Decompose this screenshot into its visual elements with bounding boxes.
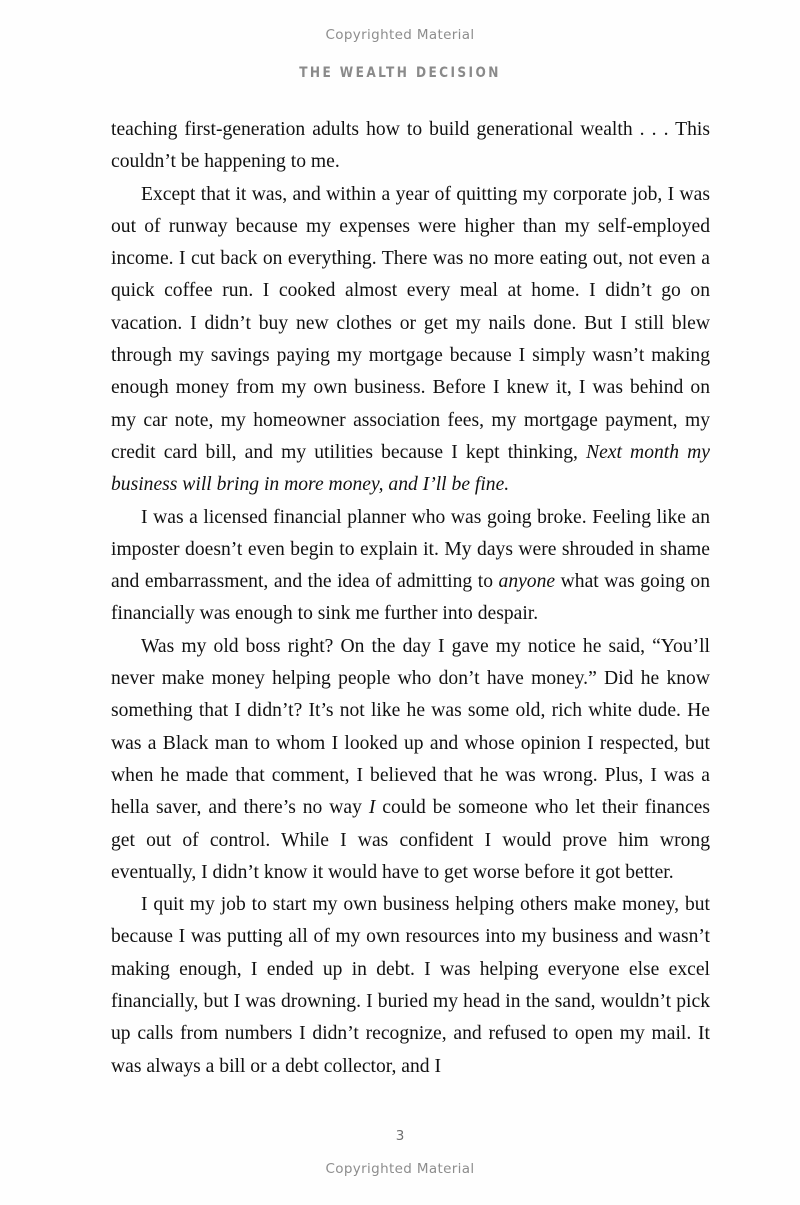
- emphasis-run: Next month my business will bring in more money, and I’ll be fine.: [111, 441, 710, 496]
- watermark-bottom: Copyrighted Material: [325, 1161, 475, 1177]
- para-licensed-planner: [111, 502, 710, 631]
- watermark-top: Copyrighted Material: [325, 27, 475, 43]
- text-run: could be someone who let their finances get out of control. While I was confident I would prove him wrong eventually, I didn’t know it would have to get worse before it got better.: [111, 797, 710, 883]
- text-run: what was going on financially was enough to sink me further into despair.: [111, 571, 710, 625]
- text-run: teaching first-generation adults how to build generational wealth . . . This couldn’t be happening to me.: [111, 119, 710, 173]
- emphasis-run: I: [368, 797, 376, 819]
- running-head: THE WEALTH DECISION: [299, 65, 501, 81]
- emphasis-run: anyone: [498, 571, 556, 593]
- page-number: 3: [395, 1128, 405, 1144]
- text-run: Was my old boss right? On the day I gave my notice he said, “You’ll never make money helping people who don’t have money.” Did he know something that I didn’t? It’s not like he was some old, rich white dude. He was a Black man to whom I looked up and whose opinion I respected, but when he made that comment, I believed that he was wrong. Plus, I was a hella saver, and there’s no way: [111, 635, 710, 819]
- para-quit-my-job: [111, 889, 710, 1083]
- text-run: Except that it was, and within a year of quitting my corporate job, I was out of runway because my expenses were higher than my self-employed income. I cut back on everything. There was no more eating out, not even a quick coffee run. I cooked almost every meal at home. I didn’t go on vacation. I didn’t buy new clothes or get my nails done. But I still blew through my savings paying my mortgage because I simply wasn’t making enough money from my own business. Before I knew it, I was behind on my car note, my homeowner association fees, my mortgage payment, my credit card bill, and my utilities because I kept thinking,: [111, 183, 710, 463]
- para-continuation: [111, 114, 710, 179]
- text-run: I was a licensed financial planner who was going broke. Feeling like an imposter doesn’t even begin to explain it. My days were shrouded in shame and embarrassment, and the idea of admitting to: [111, 506, 710, 593]
- body-text-column: [111, 114, 710, 1083]
- text-run: I quit my job to start my own business helping others make money, but because I was putting all of my own resources into my business and wasn’t making enough, I ended up in debt. I was helping everyone else excel financially, but I was drowning. I buried my head in the sand, wouldn’t pick up calls from numbers I didn’t recognize, and refused to open my mail. It was always a bill or a debt collector, and I: [111, 894, 710, 1077]
- para-out-of-runway: [111, 179, 710, 502]
- para-old-boss: [111, 631, 710, 889]
